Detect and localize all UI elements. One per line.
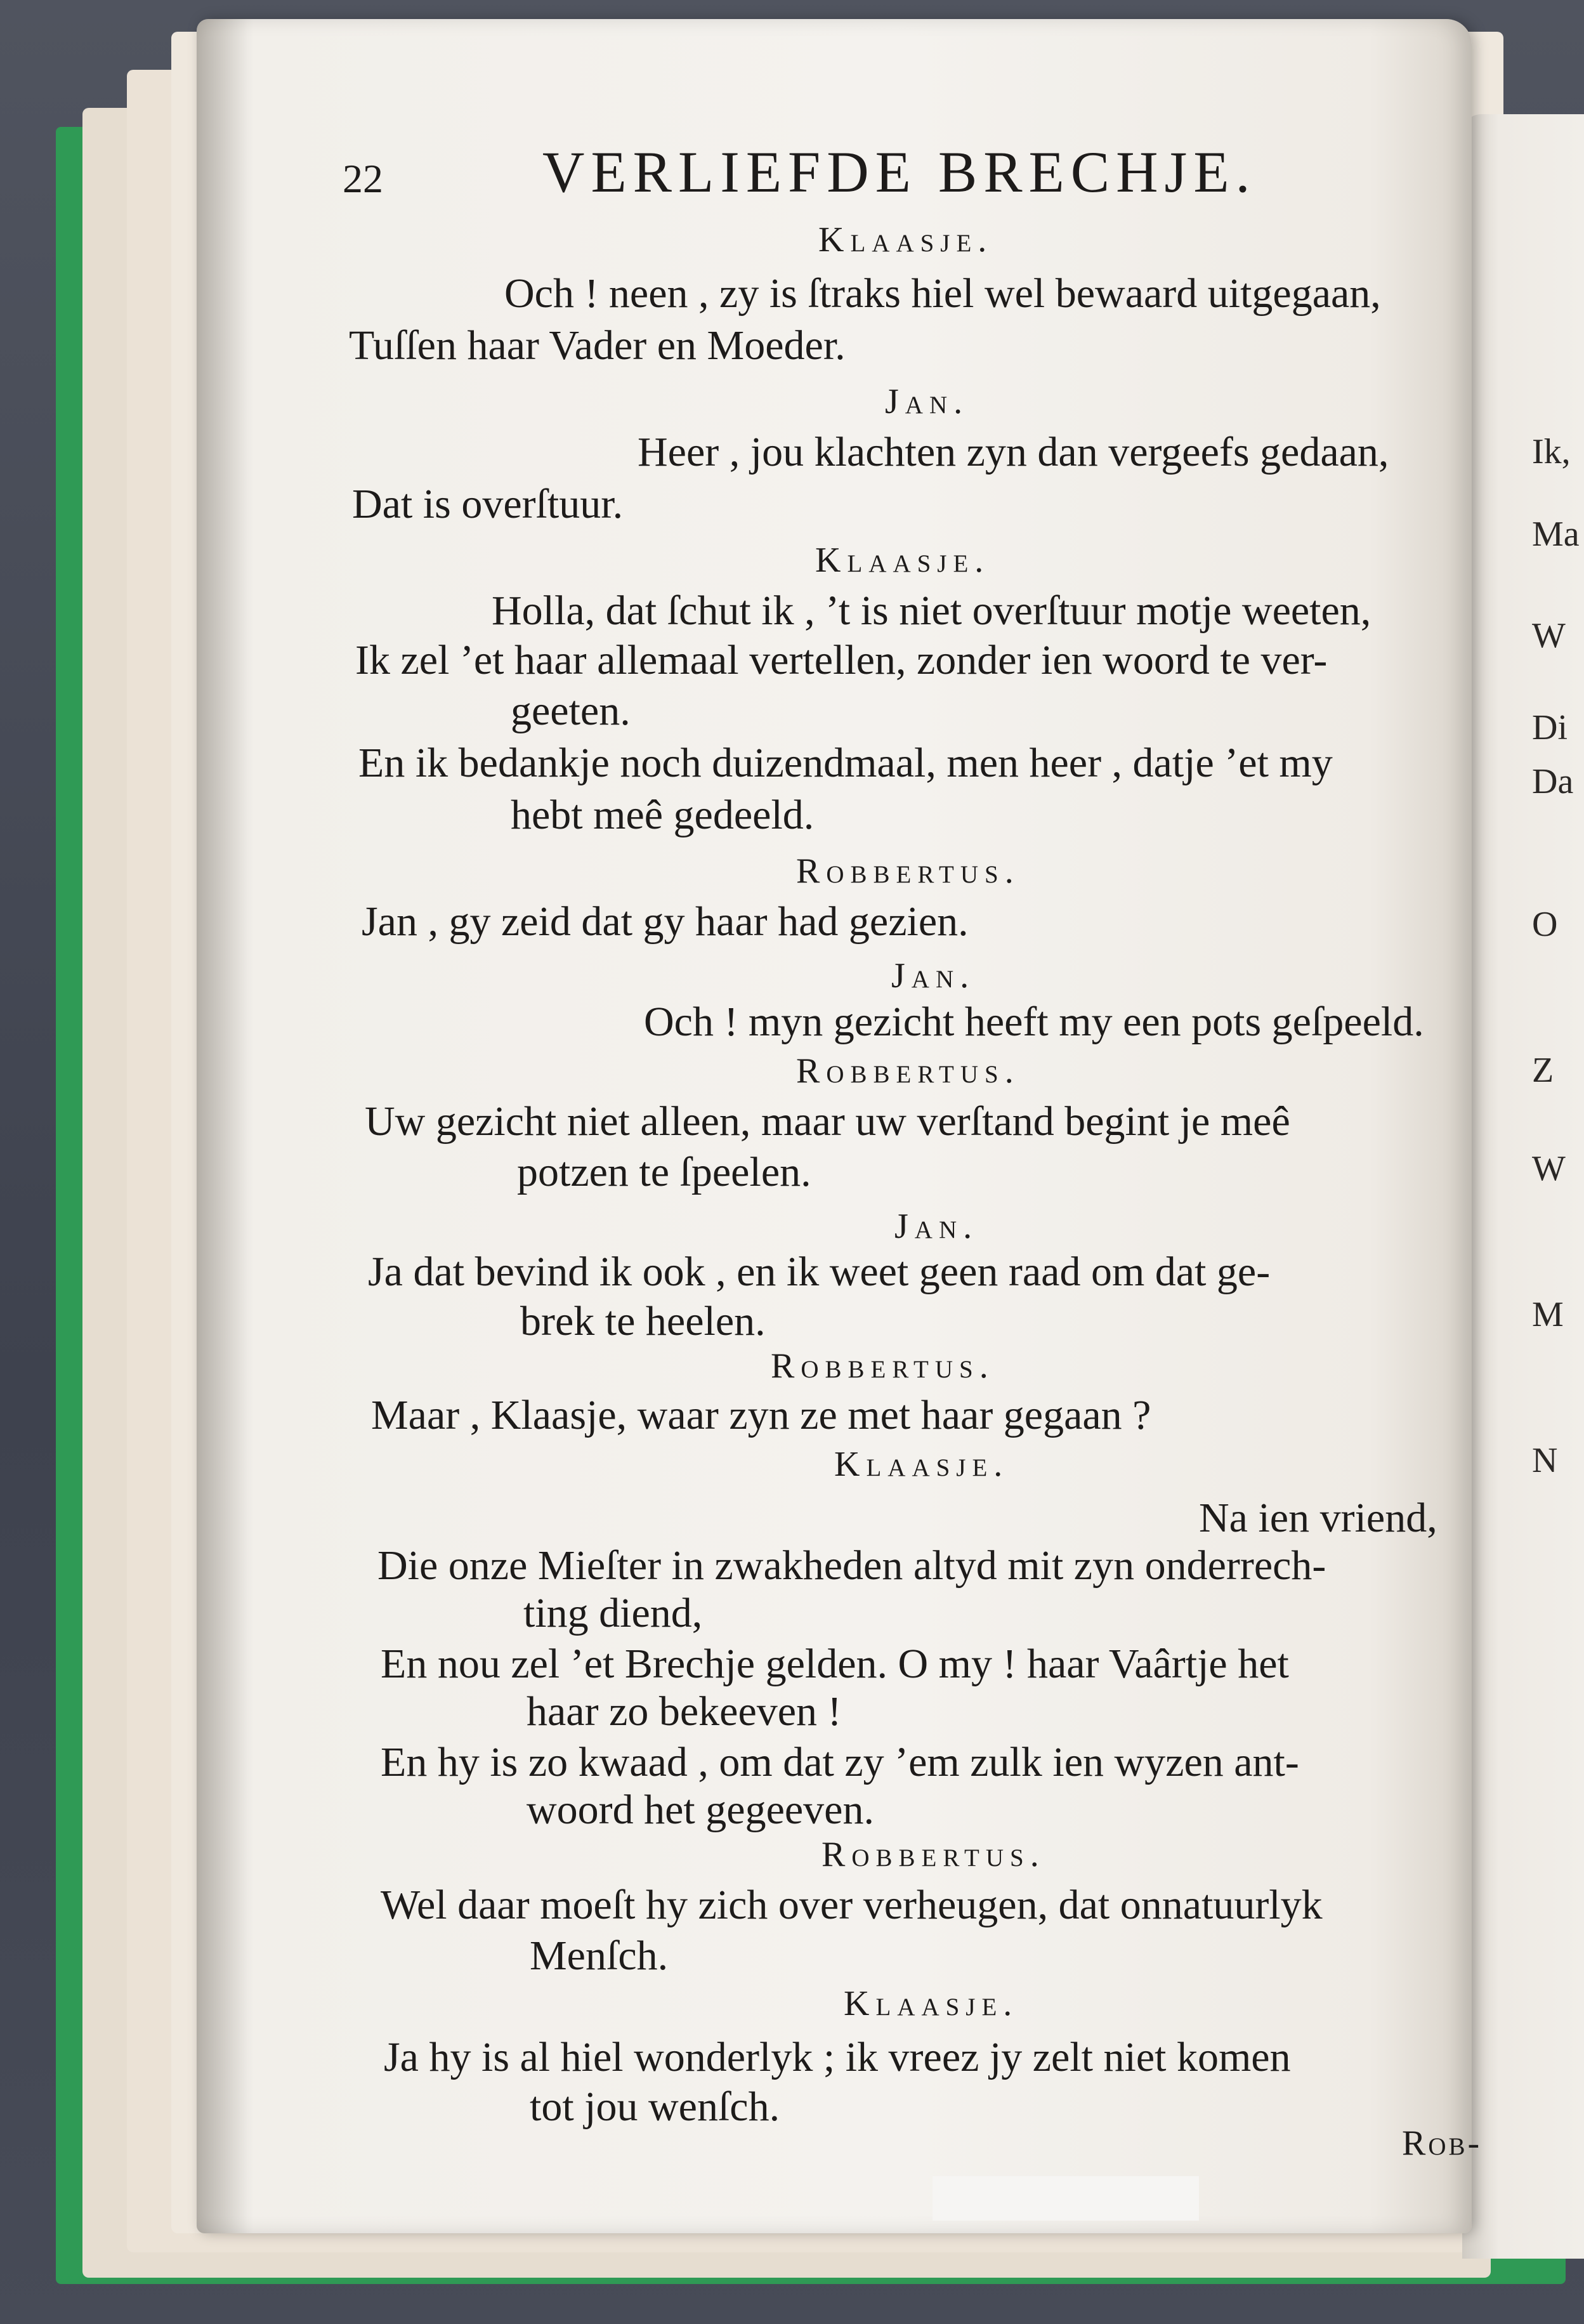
verse-line: brek te heelen.	[520, 1298, 766, 1344]
speaker-name: Klaasje.	[815, 541, 990, 580]
speaker-name: Robbertus.	[796, 851, 1020, 891]
verse-line: Ik zel ’et haar allemaal vertellen, zonder ien woord te ver-	[355, 637, 1328, 683]
verse-line: Tuſſen haar Vader en Moeder.	[349, 322, 846, 369]
speaker-name: Robbertus.	[771, 1346, 995, 1386]
verse-line: hebt meê gedeeld.	[511, 792, 815, 838]
verse-line: En nou zel ’et Brechje gelden. O my ! haar Vaârtje het	[381, 1641, 1289, 1687]
verse-line: Jan , gy zeid dat gy haar had gezien.	[362, 898, 969, 945]
speaker-name: Klaasje.	[834, 1445, 1009, 1484]
running-title: VERLIEFDE BRECHJE.	[542, 140, 1257, 204]
speaker-name: Jan.	[885, 382, 969, 421]
verse-line: Heer , jou klachten zyn dan vergeefs gedaan,	[638, 429, 1389, 475]
verse-line: Och ! neen , zy is ſtraks hiel wel bewaard uitgegaan,	[504, 270, 1381, 317]
speaker-name: Robbertus.	[821, 1835, 1045, 1874]
verse-line: tot jou wenſch.	[530, 2084, 780, 2130]
verse-line: geeten.	[511, 688, 631, 734]
verse-line: Menſch.	[530, 1933, 669, 1979]
speaker-name: Robbertus.	[796, 1051, 1020, 1091]
verse-line: Na ien vriend,	[1199, 1495, 1437, 1541]
verse-line: Wel daar moeſt hy zich over verheugen, dat onnatuurlyk	[381, 1882, 1323, 1928]
verse-line: Die onze Mieſter in zwakheden altyd mit zyn onderrech-	[377, 1542, 1326, 1589]
verse-line: Holla, dat ſchut ik , ’t is niet overſtuur motje weeten,	[492, 588, 1371, 634]
facing-page-fragment: W	[1532, 616, 1566, 655]
verse-line: potzen te ſpeelen.	[517, 1149, 811, 1195]
facing-page-fragment: Ik,	[1532, 432, 1571, 471]
facing-page-fragment: Da	[1532, 762, 1574, 801]
facing-page-fragment: W	[1532, 1149, 1566, 1188]
facing-page-fragment: N	[1532, 1441, 1558, 1480]
verse-line: Och ! myn gezicht heeft my een pots geſpeeld.	[644, 999, 1424, 1045]
facing-page-fragment: O	[1532, 905, 1558, 944]
speaker-name: Klaasje.	[844, 1984, 1019, 2023]
verse-line: Ja hy is al hiel wonderlyk ; ik vreez jy zelt niet komen	[384, 2034, 1291, 2080]
verse-line: woord het gegeeven.	[527, 1787, 874, 1833]
verse-line: ting diend,	[523, 1590, 703, 1636]
speaker-name: Jan.	[894, 1207, 979, 1246]
facing-page-fragment: Z	[1532, 1051, 1554, 1090]
facing-page-fragment: Ma	[1532, 515, 1580, 554]
verse-line: En ik bedankje noch duizendmaal, men heer , datje ’et my	[358, 740, 1333, 786]
verse-line: haar zo bekeeven !	[527, 1688, 842, 1735]
verse-line: Maar , Klaasje, waar zyn ze met haar gegaan ?	[371, 1392, 1151, 1438]
facing-page-fragment: M	[1532, 1295, 1564, 1334]
page-number: 22	[343, 156, 383, 201]
catchword: Rob-	[1402, 2124, 1483, 2163]
verse-line: Ja dat bevind ik ook , en ik weet geen raad om dat ge-	[368, 1249, 1271, 1295]
speaker-name: Klaasje.	[818, 220, 993, 259]
verse-line: Uw gezicht niet alleen, maar uw verſtand begint je meê	[365, 1098, 1290, 1145]
speaker-name: Jan.	[891, 956, 976, 995]
verse-line: Dat is overſtuur.	[352, 481, 624, 527]
facing-page-fragment: Di	[1532, 708, 1568, 747]
verse-line: En hy is zo kwaad , om dat zy ’em zulk ien wyzen ant-	[381, 1739, 1299, 1785]
